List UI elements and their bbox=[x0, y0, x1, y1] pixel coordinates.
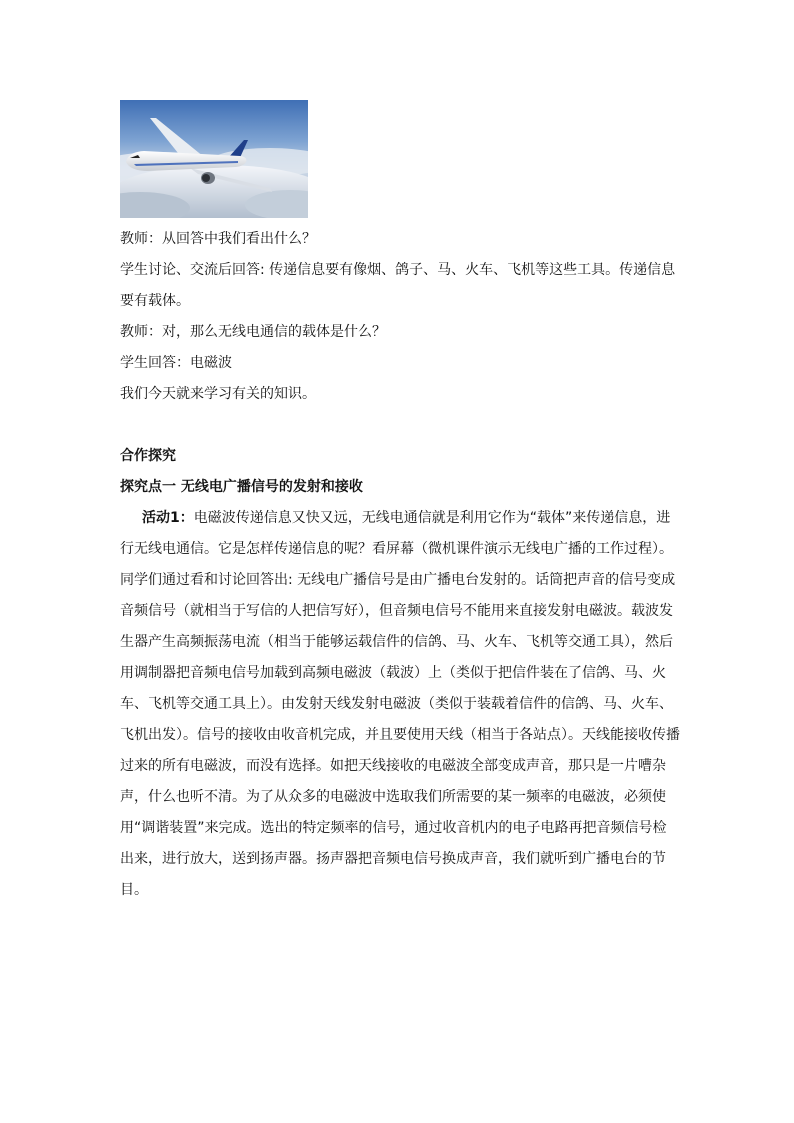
teacher-question-1: 教师：从回答中我们看出什么？ bbox=[120, 231, 316, 247]
activity-label: 活动1： bbox=[142, 510, 194, 526]
section-heading: 合作探究 bbox=[120, 448, 176, 464]
student-answer-2: 学生回答：电磁波 bbox=[120, 355, 232, 371]
activity-paragraph bbox=[120, 503, 680, 565]
airplane-photo bbox=[120, 100, 308, 218]
activity-text: 电磁波传递信息又快又远，无线电通信就是利用它作为“载体”来传递信息，进行无线电通信。它是怎样传递信息的呢？看屏幕（微机课件演示无线电广播的工作过程）。 bbox=[120, 510, 673, 557]
section-subheading: 探究点一 无线电广播信号的发射和接收 bbox=[120, 479, 363, 495]
document-body bbox=[120, 224, 680, 906]
explanation-paragraph: 同学们通过看和讨论回答出: 无线电广播信号是由广播电台发射的。话筒把声音的信号变成音频信号（就相当于写信的人把信写好），但音频电信号不能用来直接发射电磁波。载波发生器产生高频振荡电流（相当于能够运载信件的信鸽、马、火车、飞机等交通工具），然后用调制器把音频电信号加载到高频电磁波（载波）上（类似于把信件装在了信鸽、马、火车、飞机等交通工具上）。由发射天线发射电磁波（类似于装载着信件的信鸽、马、火车、飞机出发）。信号的接收由收音机完成，并且要使用天线（相当于各站点）。天线能接收传播过来的所有电磁波，而没有选择。如把天线接收的电磁波全部变成声音，那只是一片嘈杂声，什么也听不清。为了从众多的电磁波中选取我们所需要的某一频率的电磁波，必须使用“调谐装置”来完成。选出的特定频率的信号，通过收音机内的电子电路再把音频信号检出来，进行放大，送到扬声器。扬声器把音频电信号换成声音，我们就听到广播电台的节目。 bbox=[120, 572, 680, 898]
teacher-question-2: 教师：对，那么无线电通信的载体是什么？ bbox=[120, 324, 386, 340]
spacer bbox=[120, 410, 680, 441]
student-answer-1: 学生讨论、交流后回答: 传递信息要有像烟、鸽子、马、火车、飞机等这些工具。传递信息要有载体。 bbox=[120, 262, 676, 309]
intro-line: 我们今天就来学习有关的知识。 bbox=[120, 386, 316, 402]
